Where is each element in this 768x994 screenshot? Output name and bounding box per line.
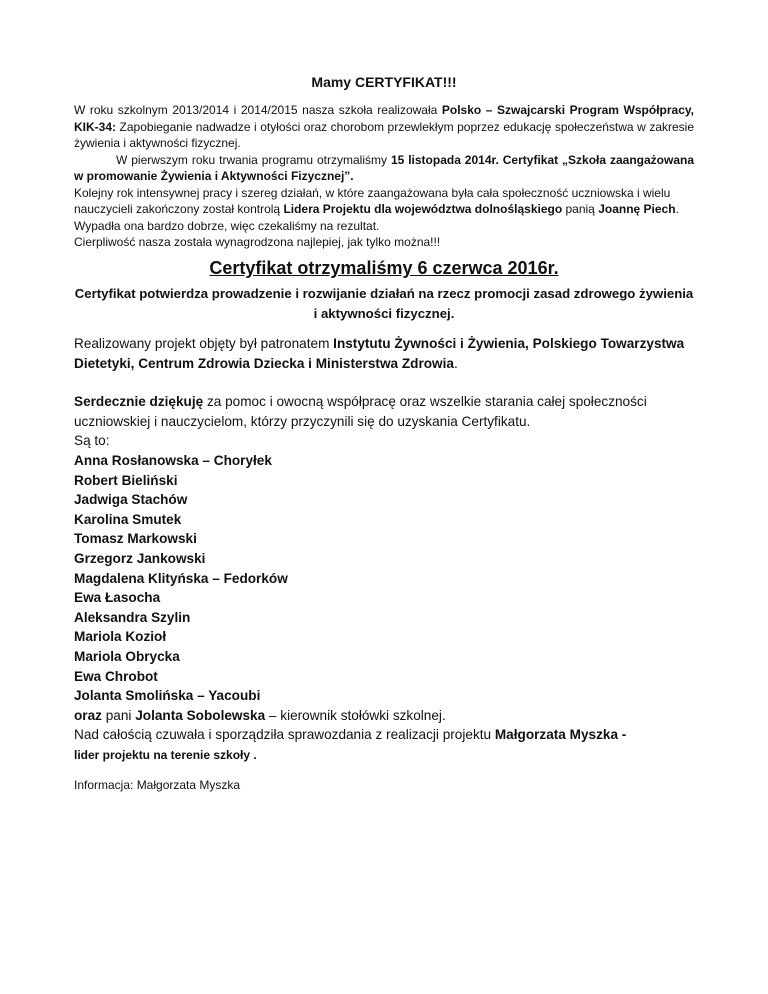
program-name: Polsko – Szwajcarski Program Współpracy, KIK-34: <box>74 103 694 134</box>
list-item: Jolanta Smolińska – Yacoubi <box>74 688 261 704</box>
closing-text: pani <box>101 707 136 723</box>
intro-text: panią <box>562 202 599 216</box>
list-item: Jadwiga Stachów <box>74 492 188 508</box>
intro-text: . Wypadła ona bardzo dobrze, więc czekaliśmy na rezultat. <box>74 202 679 233</box>
list-item: Mariola Kozioł <box>74 629 167 645</box>
closing-emphasis: oraz <box>74 707 102 723</box>
thanks-emphasis: Serdecznie dziękuję <box>74 394 204 410</box>
list-item: Ewa Chrobot <box>74 668 158 684</box>
closing-text: – kierownik stołówki szkolnej. <box>265 707 446 723</box>
list-item: Anna Rosłanowska – Choryłek <box>74 452 272 468</box>
school-leader-name: Małgorzata Myszka - <box>494 727 627 743</box>
canteen-manager-name: Jolanta Sobolewska <box>135 707 266 723</box>
intro-text: W pierwszym roku trwania programu otrzymaliśmy <box>116 152 391 167</box>
closing-line-2 <box>74 725 714 745</box>
project-leader-name: Joannę Piech <box>598 202 676 216</box>
intro-paragraph-3 <box>74 185 694 235</box>
patronage-paragraph <box>74 334 714 373</box>
thanks-paragraph <box>74 392 714 431</box>
intro-paragraph-4: Cierpliwość nasza została wynagrodzona najlepiej, jak tylko można!!! <box>74 235 441 249</box>
list-item: Aleksandra Szylin <box>74 609 191 625</box>
intro-paragraph-2 <box>74 152 694 185</box>
closing-line-1 <box>74 706 714 726</box>
list-item: Mariola Obrycka <box>74 648 180 664</box>
list-item: Tomasz Markowski <box>74 531 197 547</box>
closing-line-3 <box>74 745 714 766</box>
list-item: Ewa Łasocha <box>74 590 161 606</box>
intro-section <box>74 102 694 251</box>
intro-text: Zapobieganie nadwadze i otyłości oraz chorobom przewlekłym poprzez edukację społeczeństwa w zakresie żywienia i aktywności fizycznej. <box>74 119 694 150</box>
list-item: Robert Bieliński <box>74 472 178 488</box>
list-item: Magdalena Klityńska – Fedorków <box>74 570 288 586</box>
intro-text: Kolejny rok intensywnej pracy i szereg działań, w które zaangażowana była cała społeczność uczniowska i wielu nauczycieli zakończony został kontrolą <box>74 185 671 216</box>
project-leader-title: Lidera Projektu dla województwa dolnośląskiego <box>283 202 563 216</box>
certificate-subheading: Certyfikat potwierdza prowadzenie i rozwijanie działań na rzecz promocji zasad zdrowego żywienia i aktywności fizycznej. <box>74 286 694 321</box>
main-body <box>74 334 714 765</box>
school-leader-title: lider projektu na terenie szkoły . <box>74 747 257 762</box>
author-info: Informacja: Małgorzata Myszka <box>74 778 241 792</box>
first-certificate: 15 listopada 2014r. Certyfikat „Szkoła zaangażowana w promowanie Żywienia i Aktywności Fizycznej”. <box>74 152 695 183</box>
intro-paragraph-1 <box>74 102 694 152</box>
intro-text: W roku szkolnym 2013/2014 i 2014/2015 nasza szkoła realizowała <box>74 103 442 117</box>
closing-text: Nad całością czuwała i sporządziła sprawozdania z realizacji projektu <box>74 727 495 743</box>
list-item: Grzegorz Jankowski <box>74 550 206 566</box>
patronage-text: . <box>453 355 458 371</box>
thanks-list-intro: Są to: <box>74 433 110 449</box>
certificate-heading: Certyfikat otrzymaliśmy 6 czerwca 2016r. <box>209 258 559 278</box>
thanks-text: za pomoc i owocną współpracę oraz wszelkie starania całej społeczności uczniowskiej i nauczycielom, którzy przyczynili się do uzyskania Certyfikatu. <box>74 394 647 429</box>
names-list <box>74 451 714 706</box>
page-title: Mamy CERTYFIKAT!!! <box>311 74 457 90</box>
patronage-text: Realizowany projekt objęty był patronatem <box>74 336 334 351</box>
list-item: Karolina Smutek <box>74 511 182 527</box>
patron-institutions: Instytutu Żywności i Żywienia, Polskiego Towarzystwa Dietetyki, Centrum Zdrowia Dziecka i Ministerstwa Zdrowia <box>74 336 685 371</box>
